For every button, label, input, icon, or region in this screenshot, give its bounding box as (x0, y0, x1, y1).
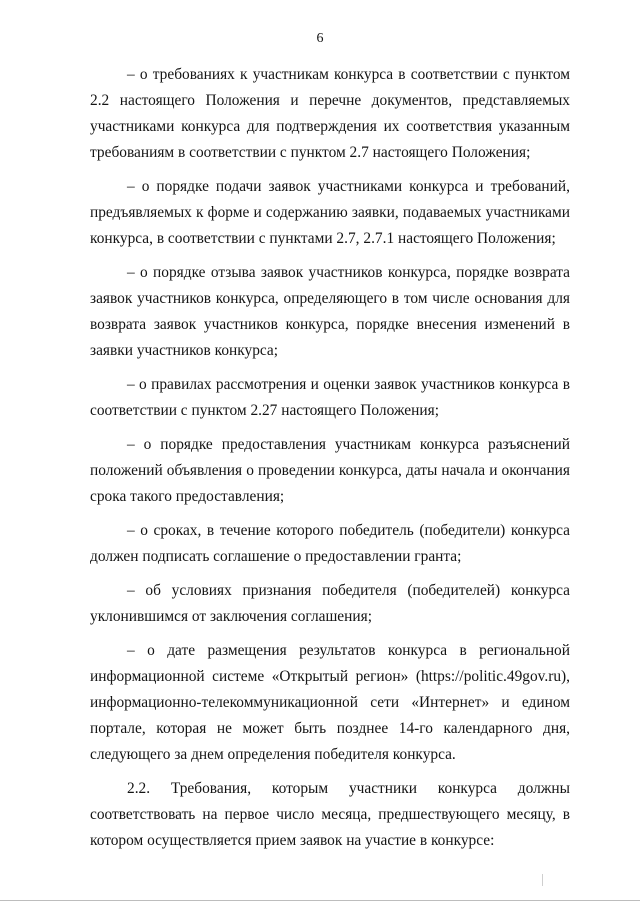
page-bottom-edge (0, 900, 640, 901)
page-number: 6 (316, 31, 324, 46)
announcement-item-evaluation-rules: – о правилах рассмотрения и оценки заявок участников конкурса в соответствии с пунктом 2.27 настоящего Положения; (90, 376, 570, 419)
document-body (90, 62, 570, 862)
announcement-item-application-submission: – о порядке подачи заявок участниками конкурса и требований, предъявляемых к форме и содержанию заявки, подаваемых участниками конкурса, в соответствии с пунктами 2.7, 2.7.1 настоящего Положения; (90, 178, 570, 247)
announcement-item-evasion-conditions: – об условиях признания победителя (победителей) конкурса уклонившимся от заключения соглашения; (90, 582, 570, 625)
section-2-2-paragraph: 2.2. Требования, которым участники конкурса должны соответствовать на первое число месяца, предшествующего месяцу, в котором осуществляется прием заявок на участие в конкурсе: (90, 780, 570, 849)
announcement-item-participant-requirements: – о требованиях к участникам конкурса в соответствии с пунктом 2.2 настоящего Положения и перечне документов, представляемых участниками конкурса для подтверждения их соответствия указанным требованиям в соответствии с пунктом 2.7 настоящего Положения; (90, 66, 570, 161)
announcement-item-application-withdrawal: – о порядке отзыва заявок участников конкурса, порядке возврата заявок участников конкурса, определяющего в том числе основания для возврата заявок участников конкурса, порядке внесения изменений в заявки участников конкурса; (90, 264, 570, 359)
announcement-item-clarifications: – о порядке предоставления участникам конкурса разъяснений положений объявления о проведении конкурса, даты начала и окончания срока такого предоставления; (90, 436, 570, 505)
scan-artifact-mark (542, 874, 543, 886)
announcement-item-signing-deadline: – о сроках, в течение которого победитель (победители) конкурса должен подписать соглашение о предоставлении гранта; (90, 522, 570, 565)
announcement-item-results-publication: – о дате размещения результатов конкурса в региональной информационной системе «Открытый регион» (https://politic.49gov.ru), информационно-телекоммуникационной сети «Интернет» и едином портале, которая не может быть позднее 14-го календарного дня, следующего за днем определения победителя конкурса. (90, 642, 570, 763)
